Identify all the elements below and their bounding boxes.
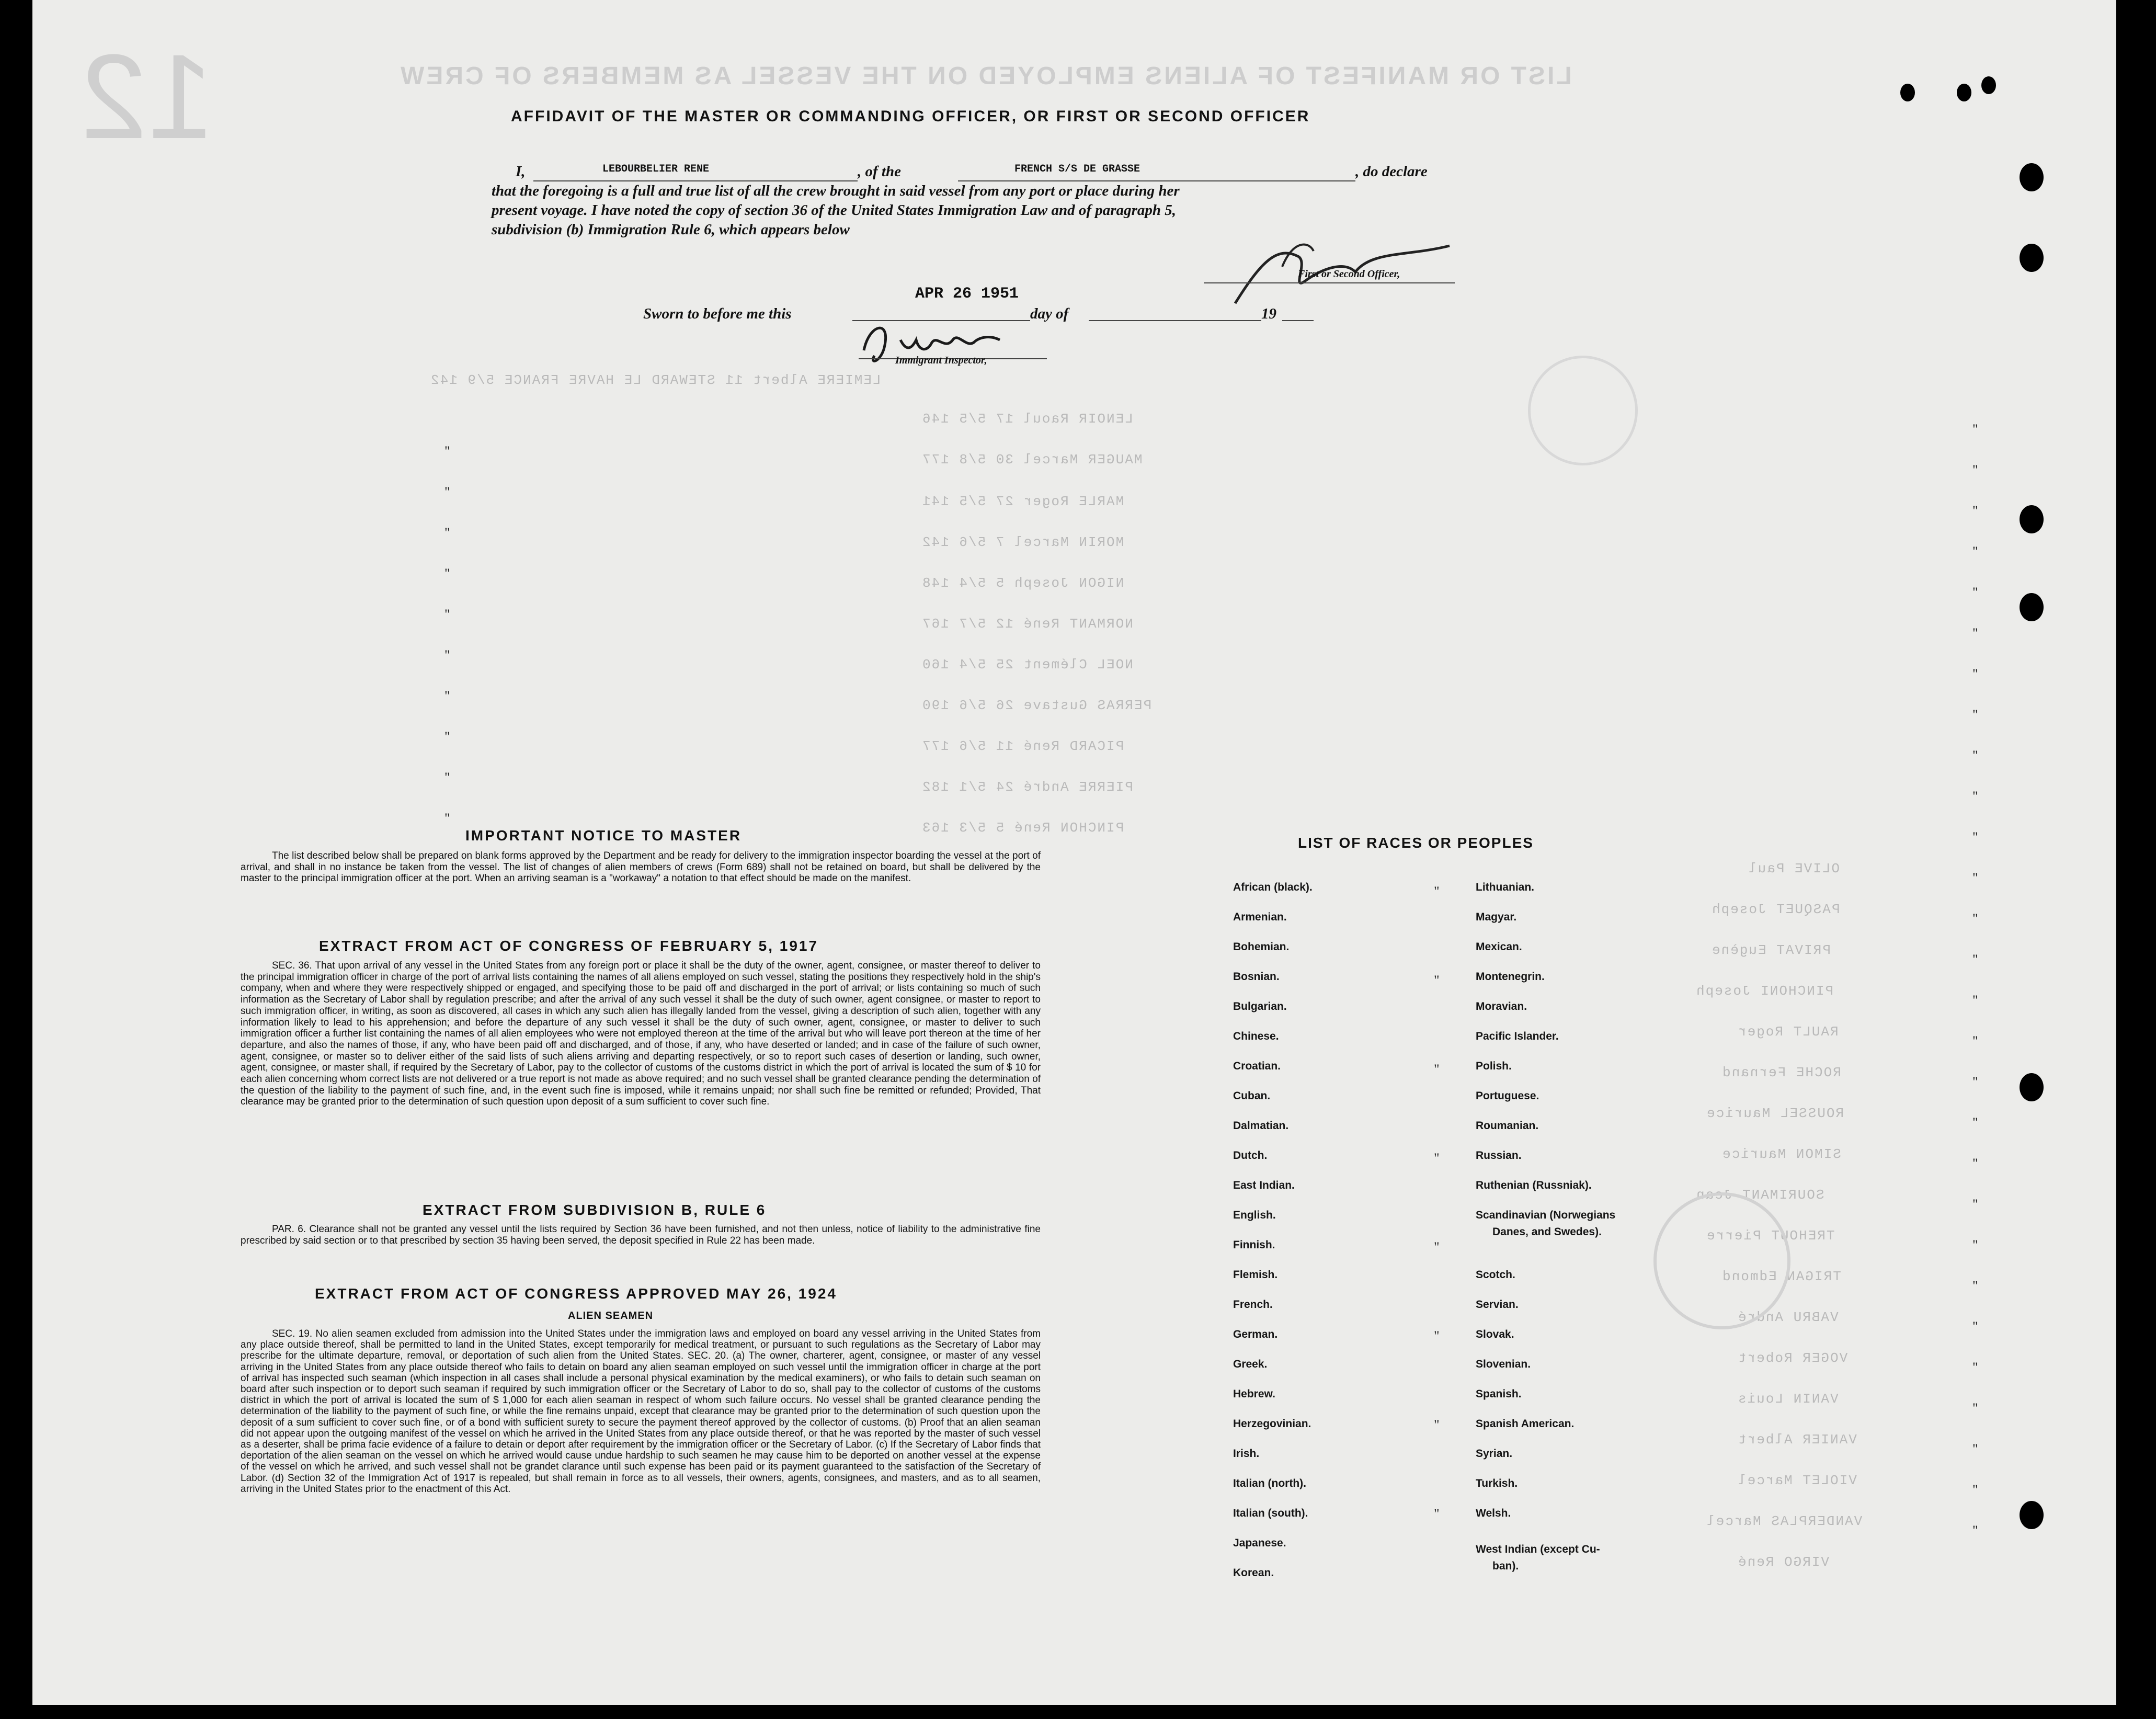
punch-hole — [2020, 1073, 2044, 1101]
ditto-mark: " — [444, 688, 450, 703]
race-item: Syrian. — [1476, 1448, 1513, 1460]
extract-1917-title: EXTRACT FROM ACT OF CONGRESS OF FEBRUARY 5, 1917 — [319, 938, 819, 954]
race-item: Roumanian. — [1476, 1120, 1539, 1132]
punch-hole — [2020, 244, 2044, 272]
date-stamp: APR 26 1951 — [915, 285, 1019, 303]
faded-header: LIST OR MANIFEST OF ALIENS EMPLOYED ON THE VESSEL AS MEMBERS OF CREW — [398, 62, 1572, 90]
race-item: Korean. — [1233, 1567, 1274, 1579]
race-item: English. — [1233, 1209, 1276, 1221]
race-item: Lithuanian. — [1476, 881, 1534, 893]
affidavit-title: AFFIDAVIT OF THE MASTER OR COMMANDING OFFICER, OR FIRST OR SECOND OFFICER — [511, 108, 1310, 125]
bleed-row: VABRU André — [1737, 1310, 1839, 1325]
ditto-mark: " — [1972, 748, 1978, 763]
bleed-row: MARLE Roger 27 5/5 141 — [921, 494, 1124, 509]
race-item: Spanish. — [1476, 1388, 1522, 1400]
ditto-mark: " — [1972, 1523, 1978, 1538]
inspector-label: Immigrant Inspector, — [895, 355, 987, 366]
punch-hole — [2020, 163, 2044, 191]
extract-1924-body: SEC. 19. No alien seamen excluded from admission into the United States under the immigration laws and employed on board any vessel arriving in the United States from any place outside thereof, shall be permitted to land in the United States, except temporarily for medical treatment, or pursuant to such regulations as the Secretary of Labor may prescribe for the ultimate departure, removal, or deportation of such alien from the United States. SEC. 20. (a) The owner, charterer, agent, consignee, or master of any vessel arriving in the United States from any place outside thereof who fails to detain on board any alien seaman employed on such vessel until the immigration officer in charge at the port of arrival has inspected such seaman (which inspection in all cases shall include a personal physical examination by the medical examiners), or who fails to detain such seaman on board after such inspection or to deport such seaman if required by such immigration officer or the Secretary of Labor to do so, shall pay to the collector of customs of the customs district in which the port of arrival is located the sum of $ 1,000 for each alien seaman in respect of whom such failure occurs. No vessel shall be granted clearance pending the determination of the liability to the payment of such fine, or while the fine remains unpaid, except that clearance may be granted prior to the determination of such question upon the deposit of a sum sufficient to cover such fine, or of a bond with sufficient surety to secure the payment thereof approved by the collector of customs. (b) Proof that an alien seaman did not appear upon the outgoing manifest of the vessel on which he arrived in the United States from any place outside thereof, or that he was reported by the master of such vessel as a deserter, shall be prima facie evidence of a failure to detain or deport after requirement by the immigration officer or the Secretary of Labor. (c) If the Secretary of Labor finds that deportation of the alien seaman on the vessel on which he arrived would cause undue hardship to such seamen he may cause him to be deported on another vessel at the expense of the vessel on which he arrived, and such vessel shall not be grandet clarance until such expense has been paid or its payment guaranteed to the satisfaction of the Secretary of Labor. (d) Section 32 of the Immigration Act of 1917 is repealed, but shall remain in force as to all vessels, their owners, agents, consignees, and masters, and as to all seamen, arriving in the United States prior to the enactment of this Act. — [241, 1328, 1041, 1495]
ditto-mark: " — [1972, 1482, 1978, 1497]
ditto-mark: " — [444, 443, 450, 459]
ditto-mark: " — [444, 607, 450, 622]
race-item: Italian (north). — [1233, 1477, 1306, 1489]
ditto-mark: " — [1972, 625, 1978, 641]
notice-body: The list described below shall be prepared on blank forms approved by the Department and be ready for delivery to the immigration inspector boarding the vessel at the port of arrival, and shall in no instance be taken from the vessel. The list of changes of alien members of crews (Form 689) shall not be retained on board, but shall be delivered by the master to the principal immigration officer at the port. When an arriving seaman is a "workaway" a notation to that effect should be made on the manifest. — [241, 850, 1041, 884]
bleed-row: TRIGAN Edmond — [1721, 1269, 1841, 1284]
ditto-mark: " — [1972, 503, 1978, 518]
ditto-mark: " — [1972, 422, 1978, 437]
bleed-row: RAULT Roger — [1737, 1024, 1839, 1040]
faded-stamp — [1528, 356, 1638, 465]
ditto-mark: " — [1972, 1319, 1978, 1334]
bleed-row: NORMANT René 12 5/7 167 — [921, 616, 1133, 632]
race-item: Armenian. — [1233, 911, 1287, 923]
officer-label: First or Second Officer, — [1298, 268, 1400, 280]
race-item: Polish. — [1476, 1060, 1512, 1072]
ditto-mark: " — [444, 770, 450, 785]
affidavit-line-2: that the foregoing is a full and true list of all the crew brought in said vessel from any port or place during her — [492, 183, 1180, 199]
ditto-mark: " — [444, 811, 450, 826]
race-item: Magyar. — [1476, 911, 1517, 923]
race-item: Japanese. — [1233, 1537, 1286, 1549]
race-item: Danes, and Swedes). — [1492, 1226, 1602, 1238]
race-item: Spanish American. — [1476, 1418, 1575, 1430]
ditto-mark: " — [1972, 993, 1978, 1008]
ditto-mark: " — [1972, 666, 1978, 681]
ditto-mark: " — [1434, 1062, 1440, 1077]
ditto-mark: " — [1972, 1360, 1978, 1375]
bleed-row: ROUSSEL Maurice — [1706, 1106, 1844, 1121]
race-item: Mexican. — [1476, 941, 1522, 953]
vessel-fill: FRENCH S/S DE GRASSE — [1014, 163, 1140, 175]
race-item: Dutch. — [1233, 1149, 1268, 1162]
affidavit-line-3: present voyage. I have noted the copy of section 36 of the United States Immigration Law and of paragraph 5, — [492, 202, 1177, 219]
bleed-row: PERRAS Gustave 26 5/6 190 — [921, 698, 1152, 713]
ditto-mark: " — [1972, 1401, 1978, 1416]
bleed-row: PICARD René 11 5/6 177 — [921, 738, 1124, 754]
race-item: Ruthenian (Russniak). — [1476, 1179, 1592, 1191]
race-item: Bulgarian. — [1233, 1000, 1287, 1012]
bleed-row: VANIER Albert — [1737, 1432, 1857, 1448]
race-item: Hebrew. — [1233, 1388, 1275, 1400]
punch-hole — [1900, 84, 1915, 101]
race-item: West Indian (except Cu- — [1476, 1543, 1600, 1555]
bleed-row: SOURIMANT Jean — [1695, 1187, 1824, 1203]
affidavit-line-4: subdivision (b) Immigration Rule 6, which appears below — [492, 221, 850, 238]
race-item: Italian (south). — [1233, 1507, 1308, 1519]
race-item: Dalmatian. — [1233, 1120, 1289, 1132]
year-prefix: 19 — [1261, 305, 1276, 322]
race-item: Portuguese. — [1476, 1090, 1539, 1102]
race-item: German. — [1233, 1328, 1278, 1340]
race-item: Moravian. — [1476, 1000, 1527, 1012]
race-item: Chinese. — [1233, 1030, 1279, 1042]
race-item: African (black). — [1233, 881, 1313, 893]
bleed-row: MORIN Marcel 7 5/6 142 — [921, 534, 1124, 550]
ditto-mark: " — [1434, 1151, 1440, 1166]
bleed-row: ROCHE Fernand — [1721, 1065, 1841, 1080]
ditto-mark: " — [444, 566, 450, 581]
bleed-row: VOGER Robert — [1737, 1350, 1848, 1366]
bleed-row: PASQUET Joseph — [1711, 902, 1840, 917]
race-item: Greek. — [1233, 1358, 1268, 1370]
officer-underline — [1204, 282, 1455, 283]
month-underline — [1089, 320, 1261, 321]
bleed-row: TREHOUT Pierre — [1706, 1228, 1835, 1244]
ditto-mark: " — [1972, 1074, 1978, 1089]
bleed-row: VANDERPLAS Marcel — [1706, 1513, 1863, 1529]
bleed-row: OLIVE Paul — [1748, 861, 1840, 876]
ditto-mark: " — [1434, 884, 1440, 899]
bleed-row: SIMON Maurice — [1721, 1146, 1841, 1162]
manifest-sheet — [32, 0, 2116, 1705]
bleed-row: NIGON Joseph 5 5/4 148 — [921, 575, 1124, 591]
race-item: Irish. — [1233, 1448, 1260, 1460]
race-item: French. — [1233, 1299, 1273, 1311]
ditto-mark: " — [1972, 1441, 1978, 1456]
ditto-mark: " — [1972, 952, 1978, 967]
race-item: Flemish. — [1233, 1269, 1278, 1281]
bleed-row: VIRGO René — [1737, 1554, 1830, 1570]
race-item: Montenegrin. — [1476, 971, 1545, 983]
faded-stamp — [1653, 1192, 1790, 1329]
ditto-mark: " — [1972, 1237, 1978, 1253]
race-item: ban). — [1492, 1560, 1519, 1572]
race-item: Croatian. — [1233, 1060, 1281, 1072]
race-item: Turkish. — [1476, 1477, 1518, 1489]
ditto-mark: " — [1434, 1328, 1440, 1344]
day-of-label: day of — [1030, 305, 1069, 322]
race-item: Welsh. — [1476, 1507, 1511, 1519]
extract-1924-title: EXTRACT FROM ACT OF CONGRESS APPROVED MAY 26, 1924 — [315, 1285, 837, 1302]
punch-hole — [1981, 76, 1996, 94]
races-title: LIST OF RACES OR PEOPLES — [1298, 835, 1534, 851]
rule-6-title: EXTRACT FROM SUBDIVISION B, RULE 6 — [423, 1202, 767, 1218]
extract-1924-subtitle: ALIEN SEAMEN — [568, 1310, 654, 1322]
bleed-row: NOEL Clément 25 5/4 160 — [921, 657, 1133, 673]
race-item: Finnish. — [1233, 1239, 1275, 1251]
ditto-mark: " — [1972, 870, 1978, 885]
extract-1917-body: SEC. 36. That upon arrival of any vessel in the United States from any foreign port or place it shall be the duty of the owner, agent, consignee, or master thereof to deliver to the principal immigration officer in charge of the port of arrival lists containing the names of all aliens employed on such vessel, stating the positions they respectively hold in the ship's company, when and where they were respectively shipped or engaged, and specifying those to be paid off and discharged in the port of arrival; or lists containing so much of such information as the Secretary of Labor shall by regulation prescribe; and after the arrival of any such vessel it shall be the duty of such owner, agent consignee, or master to report to such immigration officer, in writing, as soon as discovered, all cases in which any such alien has illegally landed from the vessel, giving a description of such alien, together with any information likely to lead to his apprehension; and before the departure of any such vessel it shall be the duty of such owner, agent, consignee, or master to deliver to such immigration officer a further list containing the names of all alien employees who were not employed thereon at the time of the arrival but who will leave port thereon at the time of her departure, and also the names of those, if any, who have been paid off and discharged, and of those, if any, who have deserted or landed; and in case of the failure of such owner, agent, consignee, or master so to deliver either of the said lists of such aliens arriving and departing respectively, or so to report such cases of desertion or landing, such owner, agent, consignee, or master shall, if required by the Secretary of Labor, pay to the collector of customs of the customs district in which the port of arrival is located the sum of $ 10 for each alien concerning whom correct lists are not delivered or a true report is not made as above required; and no such vessel shall be granted clearance pending the determination of the question of the liability to the payment of such fine, and, in the event such fine is imposed, while it remains unpaid; nor shall such fine be remitted or refunded; Provided, That clearance may be granted prior to the determination of such question upon deposit of a sum sufficient to cover such fine. — [241, 960, 1041, 1108]
notice-title: IMPORTANT NOTICE TO MASTER — [465, 827, 742, 844]
punch-hole — [2020, 593, 2044, 621]
race-item: Slovenian. — [1476, 1358, 1531, 1370]
bleed-row: PINCHON René 5 5/3 163 — [921, 820, 1124, 836]
ditto-mark: " — [444, 729, 450, 744]
race-item: Scotch. — [1476, 1269, 1515, 1281]
race-item: Cuban. — [1233, 1090, 1271, 1102]
race-item: East Indian. — [1233, 1179, 1295, 1191]
sworn-label: Sworn to before me this — [643, 305, 792, 322]
ditto-mark: " — [444, 525, 450, 540]
ditto-mark: " — [1972, 1156, 1978, 1171]
race-item: Pacific Islander. — [1476, 1030, 1559, 1042]
bleed-row: VANIN Louis — [1737, 1391, 1839, 1407]
ditto-mark: " — [1972, 707, 1978, 722]
affidavit-i: I, — [516, 163, 526, 180]
rule-6-body: PAR. 6. Clearance shall not be granted any vessel until the lists required by Section 36 have been furnished, and not then unless, notice of liability to the administrative fine prescribed by said section or to that prescribed by section 35 having been served, the deposit specified in Rule 22 has been made. — [241, 1224, 1041, 1246]
ditto-mark: " — [444, 484, 450, 499]
ditto-mark: " — [444, 647, 450, 663]
punch-hole — [2020, 1501, 2044, 1529]
ditto-mark: " — [1972, 1033, 1978, 1049]
punch-hole — [1957, 84, 1971, 101]
bleed-row: LENOIR Raoul 17 5/5 146 — [921, 411, 1133, 427]
ditto-mark: " — [1972, 789, 1978, 804]
ditto-mark: " — [1972, 829, 1978, 845]
ditto-mark: " — [1434, 1417, 1440, 1432]
ditto-mark: " — [1972, 1197, 1978, 1212]
bleed-row: PIERRE André 24 5/1 182 — [921, 779, 1133, 795]
page-number: 12 — [81, 29, 214, 164]
race-item: Slovak. — [1476, 1328, 1514, 1340]
ditto-mark: " — [1972, 585, 1978, 600]
ditto-mark: " — [1434, 1506, 1440, 1521]
bleed-row: LEMIERE Albert 11 STEWARD LE HAVRE FRANCE 5/9 142 — [430, 372, 881, 388]
ditto-mark: " — [1434, 1239, 1440, 1255]
bleed-row: PRIVAT Eugène — [1711, 942, 1831, 958]
ditto-mark: " — [1972, 1278, 1978, 1293]
ditto-mark: " — [1972, 1115, 1978, 1130]
race-item: Scandinavian (Norwegians — [1476, 1209, 1616, 1221]
race-item: Herzegovinian. — [1233, 1418, 1311, 1430]
ditto-mark: " — [1972, 544, 1978, 559]
ditto-mark: " — [1434, 973, 1440, 988]
year-underline — [1282, 320, 1314, 321]
punch-hole — [2020, 505, 2044, 533]
affidavit-of-the: , of the — [858, 163, 901, 180]
affidavit-do-declare: , do declare — [1355, 163, 1428, 180]
bleed-row: MAUGER Marcel 30 5/8 177 — [921, 452, 1143, 468]
bleed-row: PINCHONI Joseph — [1695, 983, 1834, 999]
ditto-mark: " — [1972, 462, 1978, 477]
race-item: Russian. — [1476, 1149, 1522, 1162]
master-name-fill: LEBOURBELIER RENE — [602, 163, 710, 175]
race-item: Servian. — [1476, 1299, 1519, 1311]
ditto-mark: " — [1972, 911, 1978, 926]
race-item: Bosnian. — [1233, 971, 1280, 983]
bleed-row: VIOLET Marcel — [1737, 1473, 1857, 1488]
race-item: Bohemian. — [1233, 941, 1290, 953]
